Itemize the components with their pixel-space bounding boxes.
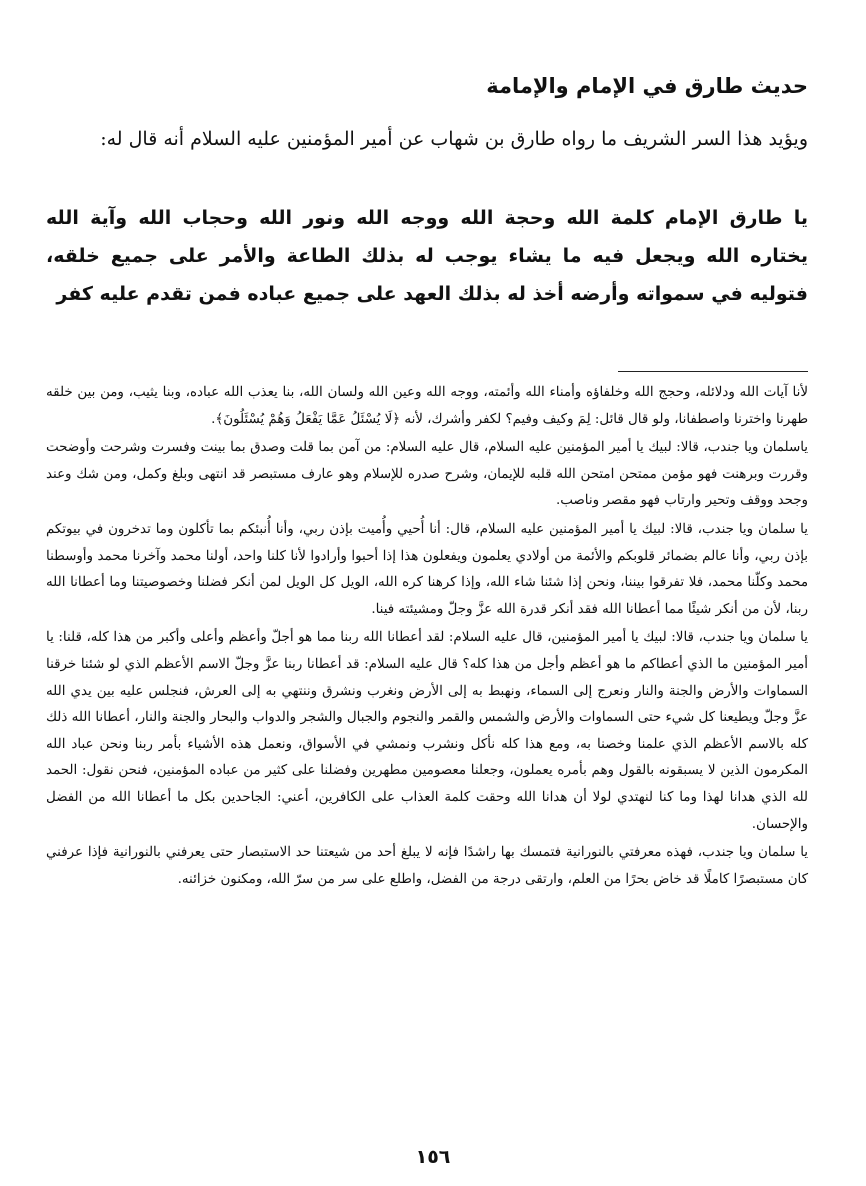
footnote-paragraph: لأنا آيات الله ودلائله، وحجج الله وخلفاؤه وأمناء الله وأئمته، ووجه الله وعين الله ولسان الله، بنا يعذب الله عباده، وبنا يثيب، ومن بين خلقه طهرنا واخترنا واصطفانا، ولو قال قائل: لِمَ وكيف وفيم؟ لكفر وأشرك، لأنه ﴿لَا يُسْئَلُ عَمَّا يَفْعَلُ وَهُمْ يُسْئَلُونَ﴾. — [46, 385, 808, 427]
footnotes — [46, 380, 808, 893]
footnote-separator — [618, 371, 808, 372]
hadith-quote: يا طارق الإمام كلمة الله وحجة الله ووجه الله ونور الله وحجاب الله وآية الله يختاره الله ويجعل فيه ما يشاء يوجب له بذلك الطاعة والأمر على جميع خلقه، فتوليه في سمواته وأرضه أخذ له بذلك العهد على جميع عباده فمن تقدم عليه كفر — [46, 207, 808, 305]
footnote-paragraph: يا سلمان ويا جندب، فهذه معرفتي بالنورانية فتمسك بها راشدًا فإنه لا يبلغ أحد من شيعتنا حد الاستبصار حتى يعرفني بالنورانية فإذا عرفني كان مستبصرًا كاملًا قد خاض بحرًا من العلم، وارتقى درجة من الفضل، واطلع على سر من سرّ الله، ومكنون خزائنه. — [46, 845, 808, 887]
footnote-paragraph: ياسلمان ويا جندب، قالا: لبيك يا أمير المؤمنين عليه السلام، قال عليه السلام: من آمن بما قلت وصدق بما بينت وفسرت وشرحت وأوضحت وقررت وبرهنت فهو مؤمن ممتحن امتحن الله قلبه للإيمان، وشرح صدره للإسلام وهو عارف مستبصر قد انتهى وبلغ وكمل، ومن شك وعند وجحد ووقف وتحير وارتاب فهو مقصر وناصب. — [46, 440, 808, 509]
footnote-paragraph: يا سلمان ويا جندب، قالا: لبيك يا أمير المؤمنين، قال عليه السلام: لقد أعطانا الله ربنا مما هو أجلّ وأعظم وأعلى وأكبر من هذا كله، قلنا: يا أمير المؤمنين ما الذي أعطاكم ما هو أعظم وأجل من هذا كله؟ قال عليه السلام: قد أعطانا ربنا عزَّ وجلّ الاسم الأعظم الذي لو شئنا خرقنا السماوات والأرض والجنة والنار ونعرج إلى السماء، ونهبط به إلى الأرض ونغرب ونشرق وننتهي به إلى العرش، فنجلس عليه بين يدي الله عزَّ وجلّ ويطيعنا كل شيء حتى السماوات والأرض والشمس والقمر والنجوم والجبال والشجر والدواب والبحار والجنة والنار، أعطانا الله ذلك كله بالاسم الأعظم الذي علمنا وخصنا به، ومع هذا كله نأكل ونشرب ونمشي في الأسواق، ونعمل هذه الأشياء بأمر ربنا ونحن عباد الله المكرمون الذين لا يسبقونه بالقول وهم بأمره يعملون، وجعلنا معصومين مطهرين وفضلنا على كثير من عباده المؤمنين، فنحن نقول: الحمد لله الذي هدانا لهذا وما كنا لنهتدي لولا أن هدانا الله وحقت كلمة العذاب على الكافرين، أعني: الجاحدين بكل ما أعطانا الله من الفضل والإحسان. — [46, 630, 808, 832]
footnote-paragraph: يا سلمان ويا جندب، قالا: لبيك يا أمير المؤمنين عليه السلام، قال: أنا أُحيي وأُميت بإذن ربي، وأنا أُنبئكم بما تأكلون وما تدخرون في بيوتكم بإذن ربي، وأنا عالم بضمائر قلوبكم والأئمة من أولادي يعلمون ويفعلون هذا إذا أحبوا وأرادوا لأنا كلنا واحد، أولنا محمد وآخرنا محمد وأوسطنا محمد وكلّنا محمد، فلا تفرقوا بيننا، ونحن إذا شئنا شاء الله، وإذا كرهنا كره الله، الويل كل الويل لمن أنكر فضلنا وخصوصيتنا وما أعطانا الله ربنا، لأن من أنكر شيئًا مما أعطانا الله فقد أنكر قدرة الله عزَّ وجلّ ومشيئته فينا. — [46, 521, 808, 617]
intro-paragraph: ويؤيد هذا السر الشريف ما رواه طارق بن شهاب عن أمير المؤمنين عليه السلام أنه قال له: — [100, 128, 808, 150]
section-heading: حديث طارق في الإمام والإمامة — [486, 74, 808, 98]
page-number: ١٥٦ — [415, 1146, 451, 1168]
